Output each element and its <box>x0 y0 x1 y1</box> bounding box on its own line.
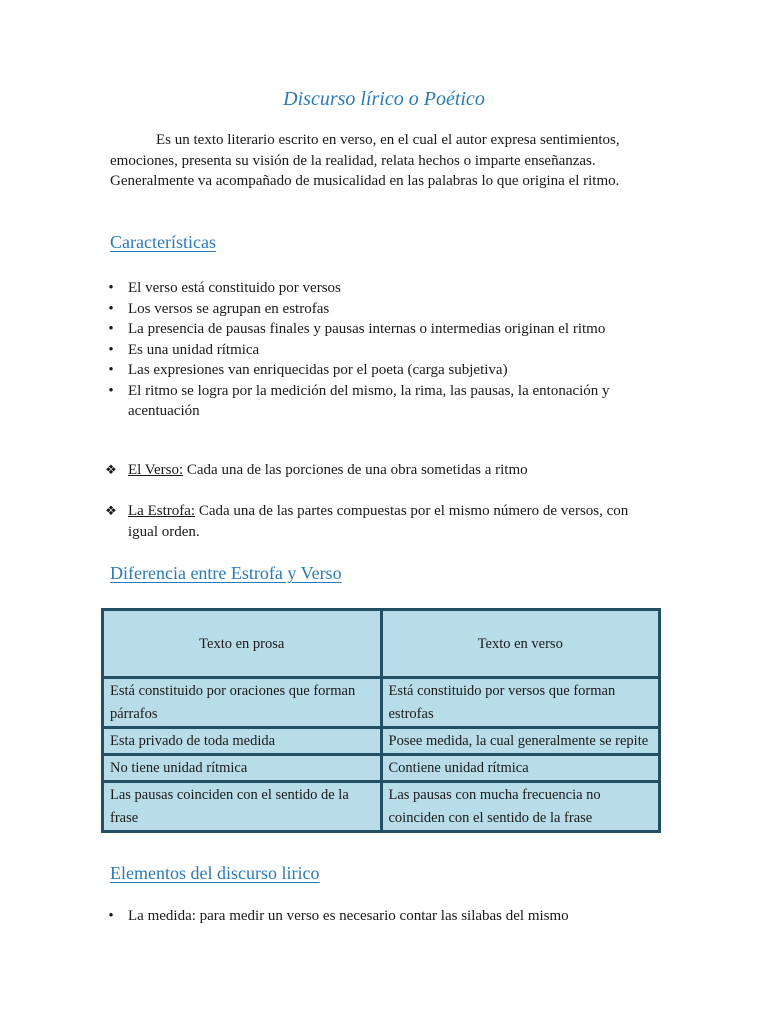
list-item: • El ritmo se logra por la medición del mismo, la rima, las pausas, la entonación y acentuación <box>110 381 650 422</box>
table-cell: No tiene unidad rítmica <box>103 755 382 782</box>
heading-elementos: Elementos del discurso lirico <box>110 863 320 883</box>
caracteristicas-list <box>110 278 650 422</box>
table-cell: Las pausas coinciden con el sentido de la frase <box>103 782 382 832</box>
bullet-icon: • <box>108 382 114 399</box>
list-item: • Los versos se agrupan en estrofas <box>110 299 650 320</box>
list-item: • La presencia de pausas finales y pausas internas o intermedias originan el ritmo <box>110 319 650 340</box>
definition-verso <box>105 460 650 481</box>
definition-term: El Verso: <box>128 462 184 478</box>
definition-text: Cada una de las partes compuestas por el mismo número de versos, con igual orden. <box>128 503 629 540</box>
diferencia-table <box>101 608 661 833</box>
table-cell: Contiene unidad rítmica <box>381 755 660 782</box>
table-header-row <box>103 610 660 678</box>
table-cell: Posee medida, la cual generalmente se repite <box>381 728 660 755</box>
list-item: • Es una unidad rítmica <box>110 340 650 361</box>
table-row <box>103 678 660 728</box>
document-title: Discurso lírico o Poético <box>283 88 485 110</box>
table-row <box>103 782 660 832</box>
bullet-icon: • <box>108 321 114 337</box>
table-header-cell: Texto en prosa <box>103 610 382 678</box>
definition-term: La Estrofa: <box>128 503 196 519</box>
bullet-icon: • <box>108 300 114 317</box>
table-cell: Está constituido por versos que forman estrofas <box>381 678 660 728</box>
intro-paragraph: Es un texto literario escrito en verso, en el cual el autor expresa sentimientos, emociones, presenta su visión de la realidad, relata hechos o imparte enseñanzas. Generalmente va acompañado de musicalidad en las palabras lo que origina el ritmo. <box>110 132 620 189</box>
table-row <box>103 728 660 755</box>
bullet-icon: • <box>108 280 114 296</box>
bullet-icon: • <box>108 362 114 378</box>
diamond-bullet-icon: ❖ <box>105 503 117 518</box>
list-item: • El verso está constituido por versos <box>110 278 650 299</box>
definition-estrofa <box>105 501 650 542</box>
table-header-cell: Texto en verso <box>381 610 660 678</box>
table-row <box>103 755 660 782</box>
table-cell: Las pausas con mucha frecuencia no coinciden con el sentido de la frase <box>381 782 660 832</box>
table-cell: Está constituido por oraciones que forman párrafos <box>103 678 382 728</box>
list-item: • Las expresiones van enriquecidas por el poeta (carga subjetiva) <box>110 360 650 381</box>
bullet-icon: • <box>108 908 114 924</box>
elementos-list <box>110 906 650 927</box>
definition-text: Cada una de las porciones de una obra sometidas a ritmo <box>183 462 528 478</box>
heading-diferencia: Diferencia entre Estrofa y Verso <box>110 563 342 583</box>
bullet-icon: • <box>108 341 114 358</box>
table-cell: Esta privado de toda medida <box>103 728 382 755</box>
heading-caracteristicas: Características <box>110 232 216 252</box>
diamond-bullet-icon: ❖ <box>105 462 117 477</box>
list-item: • La medida: para medir un verso es necesario contar las silabas del mismo <box>110 906 650 927</box>
